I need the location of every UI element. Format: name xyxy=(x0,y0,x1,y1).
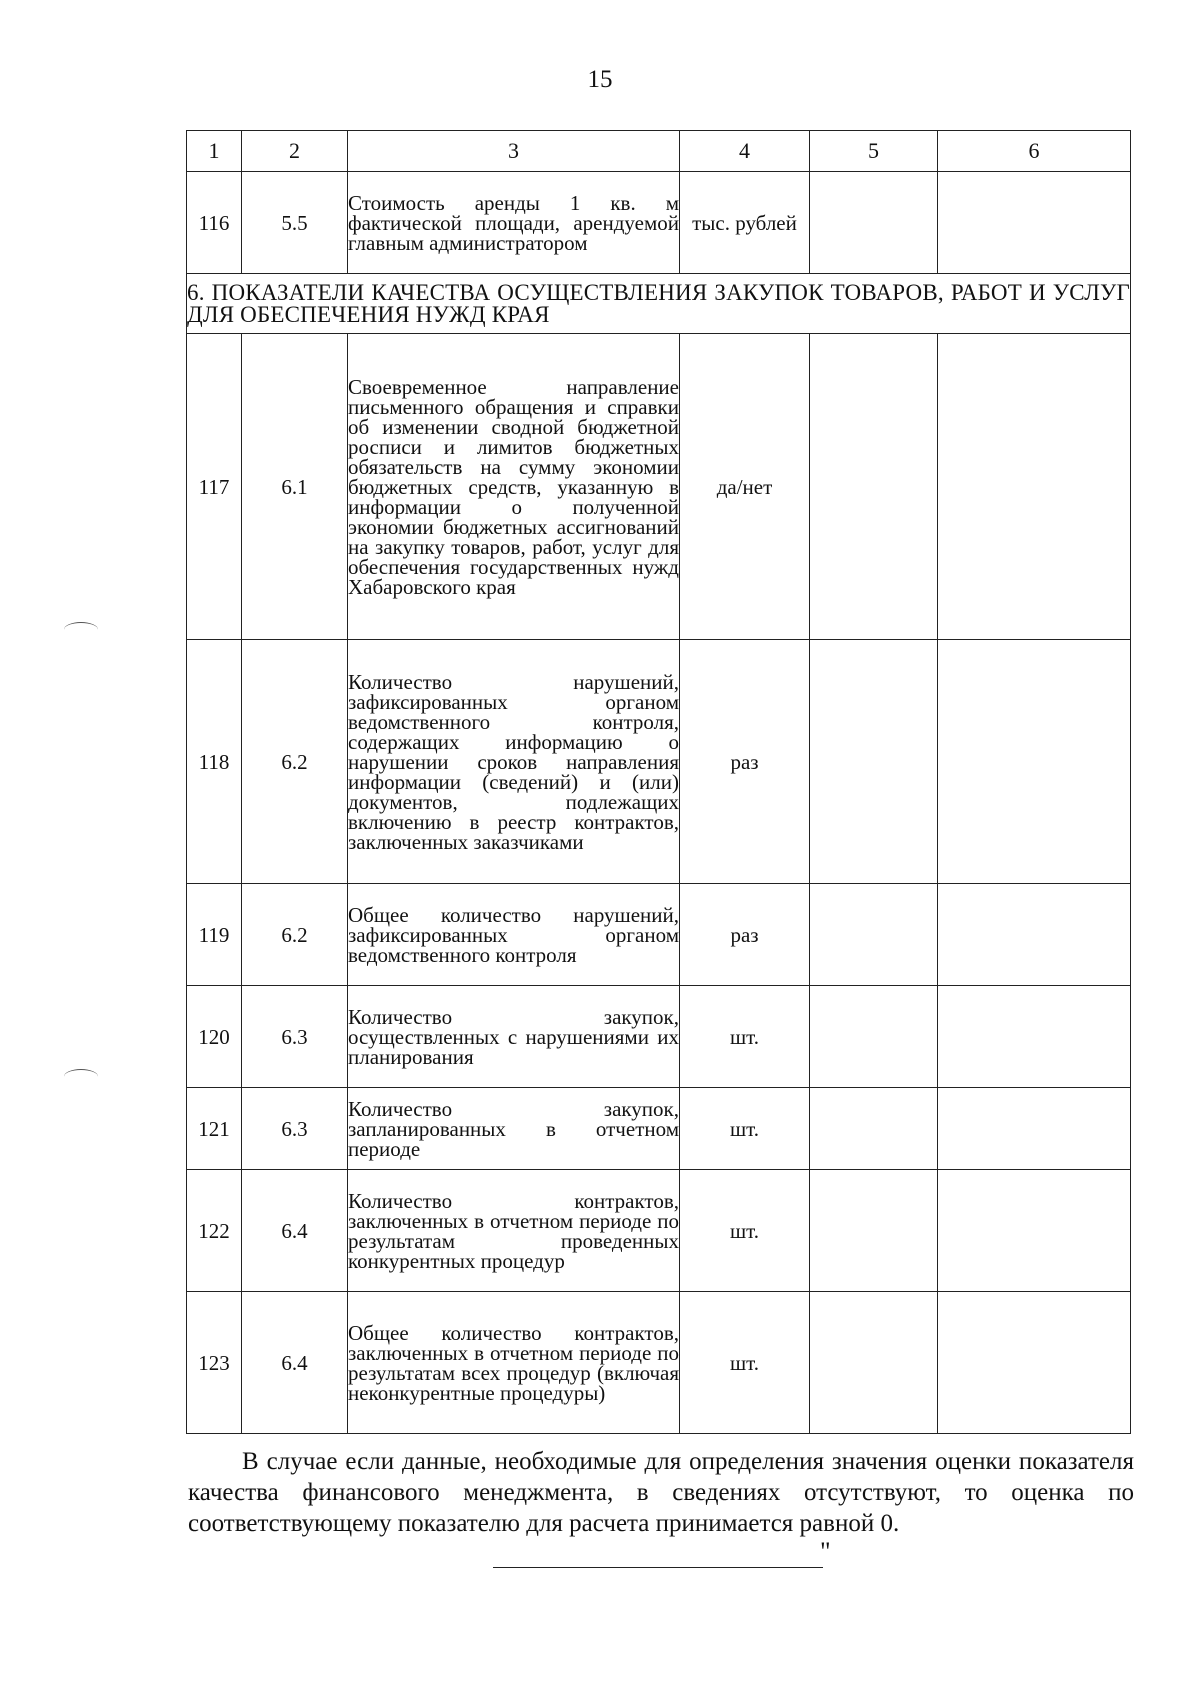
unit-of-measure: раз xyxy=(680,884,810,986)
empty-cell xyxy=(810,986,938,1088)
row-number: 121 xyxy=(187,1088,242,1170)
indicator-name: Общее количество нарушений, зафиксированных органом ведомственного контроля xyxy=(348,884,680,986)
empty-cell xyxy=(810,1292,938,1434)
indicator-name: Количество нарушений, зафиксированных органом ведомственного контроля, содержащих информацию о нарушении сроков направления информации (сведений) и (или) документов, подлежащих включению в реестр контрактов, заключенных заказчиками xyxy=(348,640,680,884)
closing-rule xyxy=(493,1567,823,1568)
row-number: 123 xyxy=(187,1292,242,1434)
column-header: 6 xyxy=(938,131,1131,172)
indicator-code: 6.2 xyxy=(242,884,348,986)
unit-of-measure: да/нет xyxy=(680,334,810,640)
empty-cell xyxy=(810,172,938,274)
indicator-name: Своевременное направление письменного обращения и справки об изменении сводной бюджетной росписи и лимитов бюджетных обязательств на сумму экономии бюджетных средств, указанную в информации о полученной экономии бюджетных ассигнований на закупку товаров, работ, услуг для обеспечения государственных нужд Хабаровского края xyxy=(348,334,680,640)
unit-of-measure: раз xyxy=(680,640,810,884)
table-row xyxy=(187,1170,1131,1292)
empty-cell xyxy=(810,1088,938,1170)
empty-cell xyxy=(810,640,938,884)
indicator-name: Общее количество контрактов, заключенных в отчетном периоде по результатам всех процедур (включая неконкурентные процедуры) xyxy=(348,1292,680,1434)
row-number: 119 xyxy=(187,884,242,986)
indicator-name: Количество контрактов, заключенных в отчетном периоде по результатам проведенных конкурентных процедур xyxy=(348,1170,680,1292)
unit-of-measure: шт. xyxy=(680,986,810,1088)
empty-cell xyxy=(810,334,938,640)
indicator-code: 6.2 xyxy=(242,640,348,884)
unit-of-measure: шт. xyxy=(680,1170,810,1292)
closing-quote: " xyxy=(820,1537,831,1566)
row-number: 117 xyxy=(187,334,242,640)
table-row xyxy=(187,640,1131,884)
table-row xyxy=(187,334,1131,640)
column-header: 5 xyxy=(810,131,938,172)
empty-cell xyxy=(810,884,938,986)
section-heading: 6. ПОКАЗАТЕЛИ КАЧЕСТВА ОСУЩЕСТВЛЕНИЯ ЗАКУПОК ТОВАРОВ, РАБОТ И УСЛУГ ДЛЯ ОБЕСПЕЧЕНИЯ НУЖД КРАЯ xyxy=(187,274,1131,334)
binder-hole-mark xyxy=(64,1069,98,1084)
indicators-table xyxy=(186,130,1131,1434)
section-row xyxy=(187,274,1131,334)
empty-cell xyxy=(938,884,1131,986)
row-number: 118 xyxy=(187,640,242,884)
table-row xyxy=(187,1088,1131,1170)
unit-of-measure: шт. xyxy=(680,1292,810,1434)
indicator-name: Количество закупок, запланированных в отчетном периоде xyxy=(348,1088,680,1170)
indicator-name: Стоимость аренды 1 кв. м фактической площади, арендуемой главным администратором xyxy=(348,172,680,274)
indicator-name: Количество закупок, осуществленных с нарушениями их планирования xyxy=(348,986,680,1088)
column-header: 3 xyxy=(348,131,680,172)
unit-of-measure: шт. xyxy=(680,1088,810,1170)
table-row xyxy=(187,884,1131,986)
binder-hole-mark xyxy=(64,622,98,637)
empty-cell xyxy=(810,1170,938,1292)
indicator-code: 6.1 xyxy=(242,334,348,640)
footnote-paragraph xyxy=(188,1446,1134,1539)
table-row xyxy=(187,172,1131,274)
page-number: 15 xyxy=(587,66,613,93)
empty-cell xyxy=(938,172,1131,274)
empty-cell xyxy=(938,334,1131,640)
empty-cell xyxy=(938,1170,1131,1292)
empty-cell xyxy=(938,986,1131,1088)
table-row xyxy=(187,986,1131,1088)
indicator-code: 6.3 xyxy=(242,1088,348,1170)
indicator-code: 6.3 xyxy=(242,986,348,1088)
row-number: 120 xyxy=(187,986,242,1088)
column-header: 4 xyxy=(680,131,810,172)
column-header: 1 xyxy=(187,131,242,172)
footnote-text: В случае если данные, необходимые для определения значения оценки показателя качества финансового менеджмента, в сведениях отсутствуют, то оценка по соответствующему показателю для расчета принимается равной 0. xyxy=(188,1448,1134,1537)
table-header-row xyxy=(187,131,1131,172)
empty-cell xyxy=(938,1292,1131,1434)
indicator-code: 6.4 xyxy=(242,1292,348,1434)
table-row xyxy=(187,1292,1131,1434)
empty-cell xyxy=(938,640,1131,884)
row-number: 116 xyxy=(187,172,242,274)
row-number: 122 xyxy=(187,1170,242,1292)
column-header: 2 xyxy=(242,131,348,172)
empty-cell xyxy=(938,1088,1131,1170)
indicator-code: 6.4 xyxy=(242,1170,348,1292)
indicator-code: 5.5 xyxy=(242,172,348,274)
unit-of-measure: тыс. рублей xyxy=(680,172,810,274)
